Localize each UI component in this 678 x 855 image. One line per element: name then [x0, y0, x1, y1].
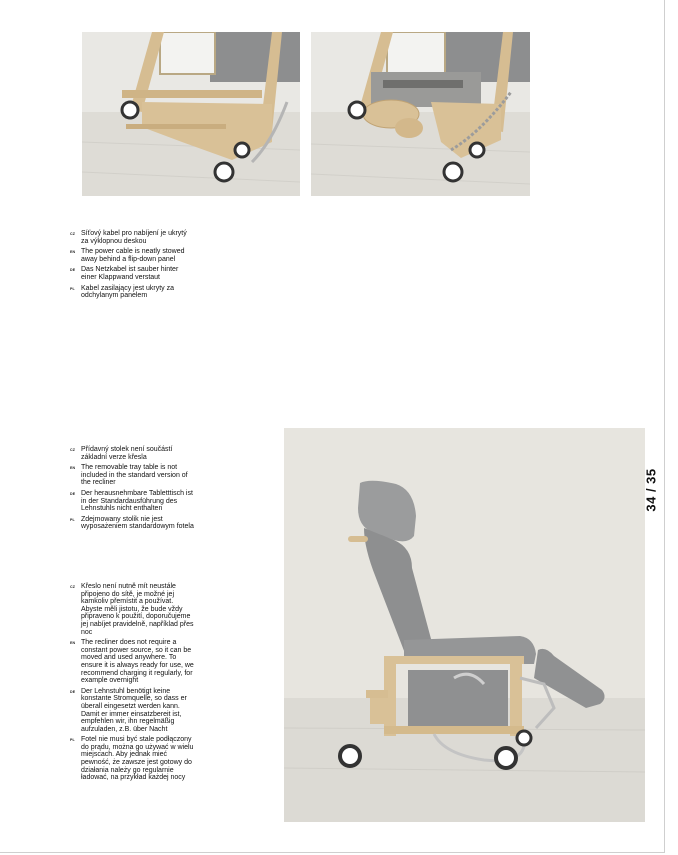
caption-text: The removable tray table is not included in the standard version of the recliner — [81, 464, 188, 487]
caption-text: Fotel nie musi być stale podłączony do prądu, można go używać w wielu miejscach. Aby jednak mieć pewność, że zawsze jest gotowy do działania należy go regularnie ładować, na przykład każdej nocy — [81, 736, 194, 782]
caption-text: The recliner does not require a constant power source, so it can be moved and used anywhere. To ensure it is always ready for use, we recommend charging it regularly, for example overnight — [81, 639, 194, 685]
caption-entry — [70, 266, 195, 281]
caption-entry — [70, 248, 195, 263]
language-code: EN — [70, 250, 76, 255]
language-code: DE — [70, 491, 76, 496]
caption-block-tray-table — [70, 446, 195, 534]
language-code: CZ — [70, 585, 75, 589]
caption-text: Přídavný stolek není součástí základní verze křesla — [81, 446, 173, 461]
caption-text: The power cable is neatly stowed away behind a flip-down panel — [81, 248, 185, 263]
language-code: DE — [70, 689, 76, 694]
page-number: 34 / 35 — [643, 468, 659, 512]
caption-entry — [70, 490, 195, 513]
language-code: EN — [70, 466, 76, 471]
language-code: EN — [70, 641, 76, 646]
caption-entry — [70, 583, 195, 636]
caption-text: Das Netzkabel ist sauber hinter einer Klappwand verstaut — [81, 266, 179, 281]
caption-entry — [70, 639, 195, 685]
caption-block-power-source — [70, 583, 195, 785]
language-code: CZ — [70, 232, 75, 236]
recliner-photo — [284, 428, 645, 822]
caption-text: Der herausnehmbare Tabletttisch ist in der Standardausführung des Lehnstuhls nicht enthalten — [81, 489, 193, 513]
caption-text: Kabel zasilający jest ukryty za odchylanym panelem — [81, 284, 174, 300]
caption-entry — [70, 736, 195, 782]
caption-text: Der Lehnstuhl benötigt keine konstante Stromquelle, so dass er überall eingesetzt werden kann. Damit er immer einsatzbereit ist, empfehlen wir, ihn regelmäßig aufzuladen, z.B. über Nacht — [81, 687, 187, 733]
caption-entry — [70, 516, 195, 531]
language-code: CZ — [70, 448, 75, 452]
language-code: DE — [70, 268, 76, 273]
caption-entry — [70, 688, 195, 734]
caption-text: Zdejmowany stolik nie jest wyposażeniem standardowym fotela — [81, 515, 194, 531]
language-code: PL — [70, 738, 75, 743]
chair-base-photo-open — [311, 32, 530, 196]
caption-entry — [70, 464, 195, 487]
language-code: PL — [70, 286, 75, 291]
caption-entry — [70, 285, 195, 300]
caption-text: Síťový kabel pro nabíjení je ukrytý za výklopnou deskou — [81, 230, 187, 245]
chair-base-photo-closed — [82, 32, 300, 196]
language-code: PL — [70, 517, 75, 522]
caption-entry — [70, 446, 195, 461]
caption-block-cable — [70, 230, 195, 303]
caption-entry — [70, 230, 195, 245]
caption-text: Křeslo není nutně mít neustále připojeno do sítě, je možné jej kamkoliv přemístit a používat. Abyste měli jistotu, že bude vždy připraveno k použití, doporučujeme jej nabíjet pravidelně, například přes noc — [81, 583, 194, 636]
